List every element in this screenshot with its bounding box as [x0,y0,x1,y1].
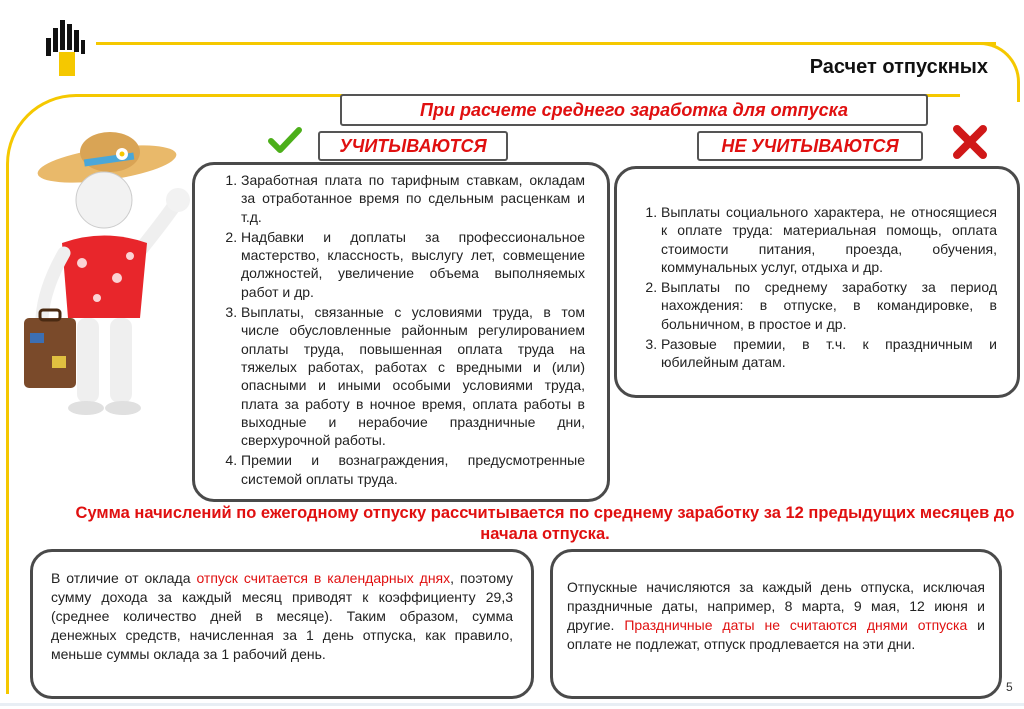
holidays-text-1: Отпускные начисляются за каждый день отпуска, исключая праздничные даты, например, 8 марта, 9 мая, 12 июня и другие. [567,579,985,633]
header-rule [96,42,996,45]
holidays-highlight: Праздничные даты не считаются днями отпуска [624,617,968,633]
list-item: 3. Разовые премии, в т.ч. к праздничным и юбилейным датам. [661,335,997,372]
subtitle-banner [340,94,928,126]
included-box [192,162,610,502]
holidays-box [550,549,1002,699]
page-title: Расчет отпускных [809,56,988,78]
excluded-header-text: НЕ УЧИТЫВАЮТСЯ [721,136,899,156]
tourist-figure-illustration [22,128,197,418]
list-item: 2. Выплаты по среднему заработку за период нахождения: в отпуске, в командировке, в больничном, в простое и др. [661,278,997,333]
list-item: 4. Премии и вознаграждения, предусмотренные системой оплаты труда. [241,451,585,488]
company-logo [40,16,88,78]
excluded-header [697,131,923,161]
holidays-text-2: и оплате не подлежат, отпуск продлевается на эти дни. [567,617,985,652]
calendar-days-text-1: В отличие от оклада [51,570,197,586]
summary-text: Сумма начислений по ежегодному отпуску рассчитывается по среднему заработку за 12 предыдущих месяцев до начала отпуска. [75,504,1015,543]
page-number: 5 [1006,680,1013,694]
list-item: 3. Выплаты, связанные с условиями труда, в том числе обусловленные районным регулированием оплаты труда, повышенная оплата труда на тяжелых работах, работах с вредными и (или) опасными и иными особыми условиями труда, плата за работу в ночное время, оплата работы в выходные и нерабочие праздничные дни, сверхурочной работы. [241,303,585,449]
checkmark-icon [268,126,302,154]
calendar-days-highlight: отпуск считается в календарных днях [196,570,451,586]
list-item: 2. Надбавки и доплаты за профессиональное мастерство, классность, выслугу лет, совмещение должностей, увеличение объема выполняемых работ и др. [241,228,585,301]
included-header [318,131,508,161]
list-item: 1. Заработная плата по тарифным ставкам, окладам за отработанное время по сдельным расценкам и т.д. [241,171,585,226]
calendar-days-text-2: , поэтому сумму дохода за каждый месяц приводят к коэффициенту 29,3 (среднее количество дней в месяце). Таким образом, сумма денежных средств, начисленная за 1 день отпуска, как правило, меньше суммы оклада за 1 рабочий день. [51,570,513,662]
included-list [217,171,585,488]
excluded-box [614,166,1020,398]
subtitle-text: При расчете среднего заработка для отпуска [420,100,848,120]
footer-rule [0,703,1024,706]
list-item: 1. Выплаты социального характера, не относящиеся к оплате труда: материальная помощь, оплата стоимости питания, проезда, обучения, коммунальных услуг, отдыха и др. [661,203,997,276]
included-header-text: УЧИТЫВАЮТСЯ [339,136,487,156]
excluded-list [637,203,997,372]
calendar-days-box [30,549,534,699]
cross-icon [952,124,988,160]
